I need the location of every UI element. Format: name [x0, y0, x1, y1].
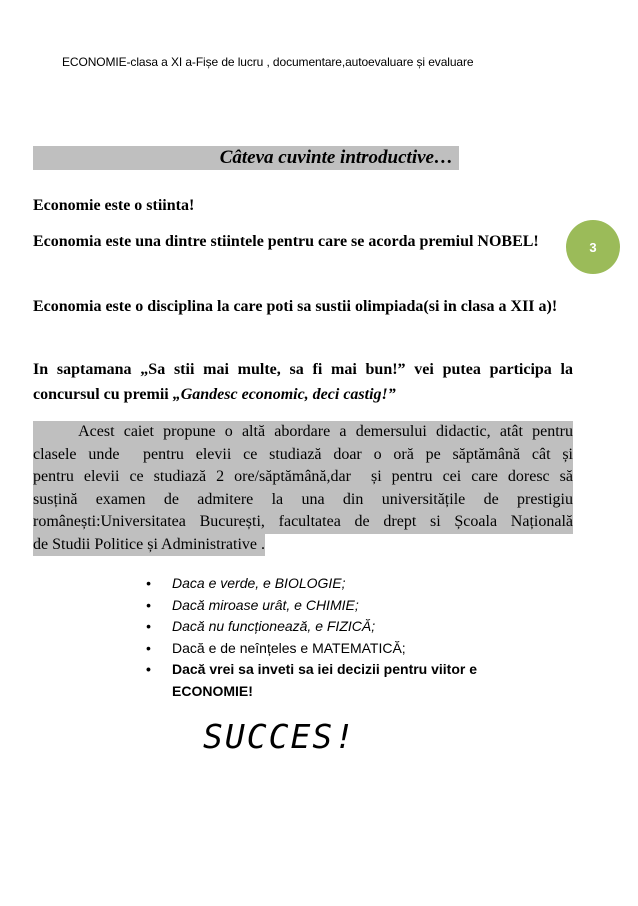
paragraph-3: Economia este o disciplina la care poti sa sustii olimpiada(si in clasa a XII a)!	[33, 298, 558, 315]
closing-message: SUCCES!	[203, 717, 357, 756]
bullet-item	[146, 573, 552, 595]
bullet-text: Dacă vrei sa inveti sa iei decizii pentru viitor e ECONOMIE!	[172, 661, 478, 699]
bullet-text: Dacă nu funcționează, e FIZICĂ;	[172, 618, 376, 634]
bullet-icon: •	[146, 661, 151, 677]
contest-text: In saptamana „Sa stii mai multe, sa fi mai bun!” vei putea participa la concursul cu premii	[33, 361, 573, 403]
page-number-badge: 3	[566, 220, 620, 274]
intro-title: Câteva cuvinte introductive…	[219, 147, 453, 168]
document-header: ECONOMIE-clasa a XI a-Fișe de lucru , documentare,autoevaluare și evaluare	[62, 55, 474, 69]
bullet-item	[146, 616, 552, 638]
subject-bullet-list	[146, 573, 552, 702]
contest-title: „Gandesc economic, deci castig!”	[172, 386, 396, 403]
shaded-line-6: de Studii Politice și Administrative .	[33, 534, 265, 557]
shaded-line-3: pentru elevii ce studiază 2 ore/săptămână,dar și pentru cei care doresc să	[33, 466, 573, 489]
contest-paragraph	[33, 357, 573, 407]
paragraph-1: Economie este o stiinta!	[33, 197, 195, 214]
bullet-icon: •	[146, 575, 151, 591]
bullet-item	[146, 595, 552, 617]
shaded-line-4: susțină examen de admitere la una din universitățile de prestigiu	[33, 489, 573, 512]
shaded-line-1: Acest caiet propune o altă abordare a demersului didactic, atât pentru	[33, 421, 573, 444]
shaded-line-2: clasele unde pentru elevii ce studiază doar o oră pe săptămână cât și	[33, 444, 573, 467]
bullet-icon: •	[146, 618, 151, 634]
bullet-text: Dacă miroase urât, e CHIMIE;	[172, 596, 359, 613]
paragraph-2: Economia este una dintre stiintele pentru care se acorda premiul NOBEL!	[33, 233, 539, 250]
bullet-icon: •	[146, 639, 151, 656]
bullet-item	[146, 659, 552, 702]
bullet-text: Daca e verde, e BIOLOGIE;	[172, 575, 346, 591]
shaded-line-5: românești:Universitatea București, facultatea de drept si Școala Națională	[33, 511, 573, 534]
bullet-text: Dacă e de neînțeles e MATEMATICĂ;	[172, 639, 406, 656]
bullet-icon: •	[146, 596, 151, 613]
bullet-item	[146, 638, 552, 660]
intro-shaded-paragraph	[33, 421, 573, 564]
